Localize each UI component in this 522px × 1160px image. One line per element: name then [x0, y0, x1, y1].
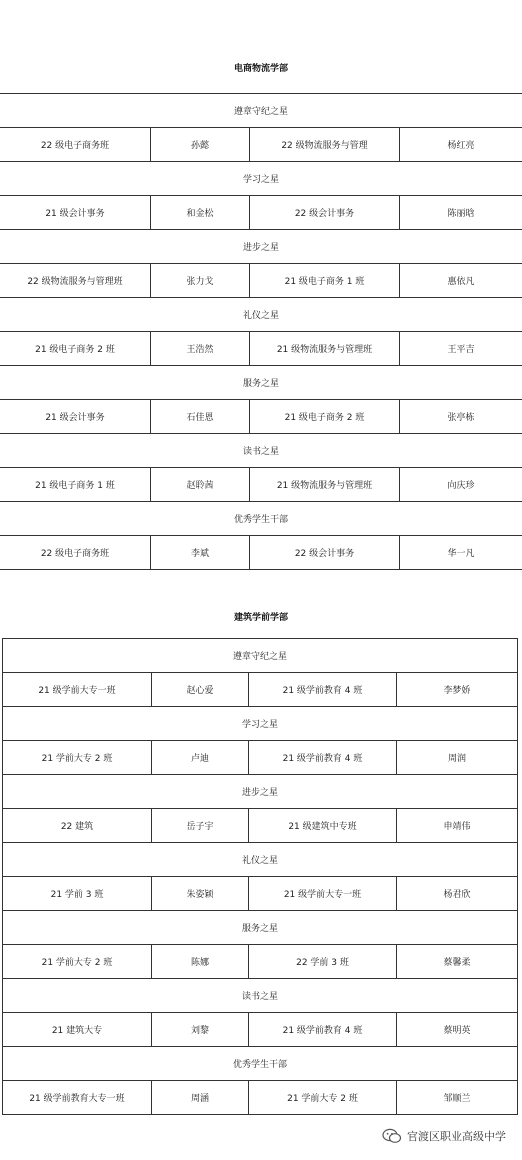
class-cell: 21 级学前大专一班	[249, 877, 397, 911]
class-cell: 21 建筑大专	[3, 1013, 152, 1047]
student-name-cell: 周涵	[152, 1081, 249, 1115]
category-header-row	[0, 366, 522, 400]
table-row	[0, 468, 522, 502]
category-header: 进步之星	[3, 775, 518, 809]
table-row	[0, 332, 522, 366]
class-cell: 21 级学前大专一班	[3, 673, 152, 707]
student-name-cell: 陈丽晗	[400, 196, 522, 230]
class-cell: 21 级学前教育 4 班	[249, 673, 397, 707]
table-row	[3, 877, 518, 911]
table-row	[3, 673, 518, 707]
class-cell: 21 级学前教育大专一班	[3, 1081, 152, 1115]
footer-text: 官渡区职业高级中学	[407, 1130, 506, 1143]
category-header: 优秀学生干部	[0, 502, 522, 536]
section-title: 电商物流学部	[233, 64, 288, 74]
class-cell: 21 级物流服务与管理班	[250, 332, 400, 366]
category-header: 礼仪之星	[3, 843, 518, 877]
class-cell: 21 级会计事务	[0, 196, 151, 230]
table-row	[0, 400, 522, 434]
class-cell: 22 级电子商务班	[0, 536, 151, 570]
class-cell: 22 级会计事务	[250, 536, 400, 570]
category-header: 学习之星	[3, 707, 518, 741]
category-header: 读书之星	[3, 979, 518, 1013]
category-header: 遵章守纪之星	[3, 639, 518, 673]
category-header-row	[3, 843, 518, 877]
class-cell: 21 学前大专 2 班	[3, 741, 152, 775]
class-cell: 21 学前大专 2 班	[249, 1081, 397, 1115]
class-cell: 21 级电子商务 2 班	[250, 400, 400, 434]
student-name-cell: 赵心爱	[152, 673, 249, 707]
table-row	[3, 1081, 518, 1115]
student-name-cell: 陈娜	[152, 945, 249, 979]
category-header-row	[0, 298, 522, 332]
student-name-cell: 李斌	[151, 536, 250, 570]
student-name-cell: 石佳恩	[151, 400, 250, 434]
category-header: 进步之星	[0, 230, 522, 264]
category-header-row	[0, 94, 522, 128]
student-name-cell: 向庆珍	[400, 468, 522, 502]
class-cell: 22 级物流服务与管理班	[0, 264, 151, 298]
student-name-cell: 申靖伟	[397, 809, 518, 843]
category-header-row	[0, 230, 522, 264]
class-cell: 21 级学前教育 4 班	[249, 741, 397, 775]
class-cell: 21 级会计事务	[0, 400, 151, 434]
student-name-cell: 王浩然	[151, 332, 250, 366]
category-header-row	[3, 1047, 518, 1081]
class-cell: 22 学前 3 班	[249, 945, 397, 979]
category-header-row	[0, 502, 522, 536]
student-name-cell: 和金松	[151, 196, 250, 230]
class-cell: 21 级电子商务 1 班	[0, 468, 151, 502]
category-header: 服务之星	[3, 911, 518, 945]
awards-table	[2, 638, 518, 1115]
class-cell: 21 级学前教育 4 班	[249, 1013, 397, 1047]
student-name-cell: 惠依凡	[400, 264, 522, 298]
student-name-cell: 周润	[397, 741, 518, 775]
category-header-row	[3, 707, 518, 741]
student-name-cell: 李梦娇	[397, 673, 518, 707]
class-cell: 21 级电子商务 1 班	[250, 264, 400, 298]
class-cell: 21 级建筑中专班	[249, 809, 397, 843]
student-name-cell: 邹顺兰	[397, 1081, 518, 1115]
student-name-cell: 华一凡	[400, 536, 522, 570]
student-name-cell: 张亭栋	[400, 400, 522, 434]
table-row	[3, 809, 518, 843]
category-header-row	[3, 639, 518, 673]
category-header-row	[3, 979, 518, 1013]
table-row	[3, 1013, 518, 1047]
wechat-icon	[382, 1128, 402, 1144]
student-name-cell: 王平吉	[400, 332, 522, 366]
category-header-row	[0, 162, 522, 196]
table-row	[3, 945, 518, 979]
student-name-cell: 孙懿	[151, 128, 250, 162]
category-header: 优秀学生干部	[3, 1047, 518, 1081]
class-cell: 21 学前大专 2 班	[3, 945, 152, 979]
table-row	[0, 536, 522, 570]
student-name-cell: 刘黎	[152, 1013, 249, 1047]
table-row	[3, 741, 518, 775]
student-name-cell: 杨君欣	[397, 877, 518, 911]
table-row	[0, 128, 522, 162]
class-cell: 22 级物流服务与管理	[250, 128, 400, 162]
class-cell: 22 级会计事务	[250, 196, 400, 230]
category-header-row	[3, 911, 518, 945]
footer-watermark	[382, 1126, 506, 1146]
student-name-cell: 张力戈	[151, 264, 250, 298]
student-name-cell: 岳子宇	[152, 809, 249, 843]
category-header: 学习之星	[0, 162, 522, 196]
student-name-cell: 杨红亮	[400, 128, 522, 162]
class-cell: 21 学前 3 班	[3, 877, 152, 911]
class-cell: 22 建筑	[3, 809, 152, 843]
category-header-row	[3, 775, 518, 809]
category-header: 读书之星	[0, 434, 522, 468]
category-header: 遵章守纪之星	[0, 94, 522, 128]
student-name-cell: 卢迪	[152, 741, 249, 775]
table-row	[0, 264, 522, 298]
table-row	[0, 196, 522, 230]
student-name-cell: 赵聆茜	[151, 468, 250, 502]
category-header: 礼仪之星	[0, 298, 522, 332]
class-cell: 21 级电子商务 2 班	[0, 332, 151, 366]
category-header: 服务之星	[0, 366, 522, 400]
class-cell: 22 级电子商务班	[0, 128, 151, 162]
class-cell: 21 级物流服务与管理班	[250, 468, 400, 502]
awards-table	[0, 93, 522, 570]
section-title: 建筑学前学部	[233, 613, 288, 623]
student-name-cell: 蔡馨柔	[397, 945, 518, 979]
student-name-cell: 朱姿颖	[152, 877, 249, 911]
category-header-row	[0, 434, 522, 468]
student-name-cell: 蔡明英	[397, 1013, 518, 1047]
